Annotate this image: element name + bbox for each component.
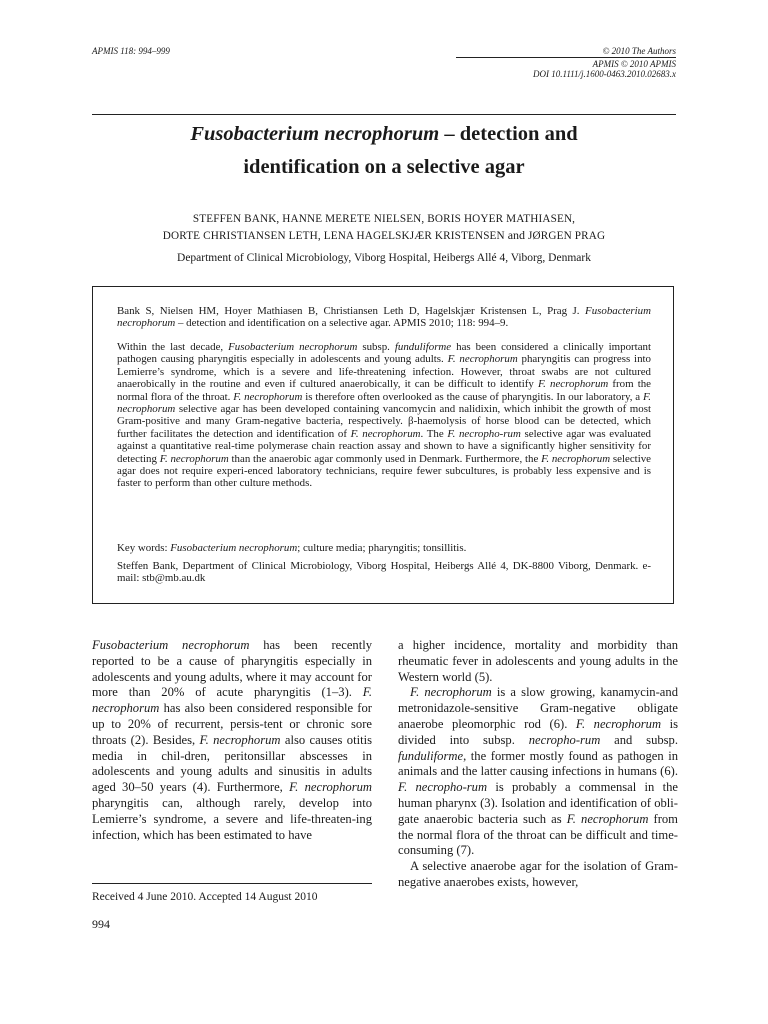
italic-term: F. necropho-rum <box>447 427 521 440</box>
abstract-text <box>117 341 651 490</box>
title-line-2: identification on a selective agar <box>243 156 525 178</box>
text-run: is divided into subsp. <box>398 716 678 747</box>
text-run: than the anaerobic agar commonly used in Denmark. Furthermore, the <box>228 452 542 465</box>
text-run: has also been considered responsible for up to 20% of recurrent, persis-tent or chronic sore throats (2). Besides, <box>92 701 372 747</box>
authors-and: and <box>507 228 526 242</box>
text-run: subsp. <box>357 341 395 353</box>
title-rule <box>92 114 676 115</box>
italic-term: F. necrophorum <box>199 732 281 747</box>
text-run: selective agar does not require experi-enced laboratory technicians, require fewer subcultures, is probably less expensive and is faster to perform than other culture methods. <box>117 452 651 490</box>
text-run: , the former mostly found as pathogen in animals and the latter causing infections in humans (6). <box>398 748 678 779</box>
received-date: Received 4 June 2010. Accepted 14 August 2010 <box>92 891 318 903</box>
italic-term: F. necrophorum <box>117 390 651 416</box>
article-title <box>92 118 676 184</box>
italic-term: F. necrophorum <box>410 685 492 700</box>
text-run: also causes otitis media in chil-dren, peritonsillar abscesses in adolescents and young adults and sinusitis in adults aged 30–50 years (4). Furthermore, <box>92 732 372 795</box>
text-run: selective agar was evaluated against a quantitative real-time polymerase chain reaction assay and shown to have a significantly higher sensitivity for detecting <box>117 427 651 465</box>
body-paragraph <box>398 685 678 859</box>
text-run: and subsp. <box>600 732 679 747</box>
title-line-1 <box>92 118 676 151</box>
text-run: from the normal flora of the throat. <box>117 378 651 403</box>
italic-term: necropho-rum <box>528 732 601 747</box>
abstract-box <box>92 286 674 604</box>
journal-reference: APMIS 118: 994–999 <box>92 46 170 56</box>
body-paragraph <box>398 859 678 891</box>
text-run: selective agar has been developed containing vancomycin and nalidixin, which inhibit the growth of most Gram-positive and many Gram-negative bacteria, respectively. β-haemolysis of horse blood can be detected, which further facilitates the detection and identification of <box>117 403 651 440</box>
footnote-rule <box>92 883 372 884</box>
italic-term: Fusobacterium necrophorum <box>228 341 358 353</box>
body-column-left <box>92 638 372 843</box>
italic-term: F. necrophorum <box>350 427 421 440</box>
text-run: Within the last decade, <box>117 341 229 353</box>
authors-line-2-last: JØRGEN PRAG <box>525 230 606 242</box>
italic-term: Fusobacterium necrophorum <box>92 638 250 652</box>
italic-term: F. necrophorum <box>541 452 611 465</box>
page-number: 994 <box>92 917 110 931</box>
italic-term: F. necrophorum <box>159 452 229 465</box>
copyright-block <box>456 46 676 79</box>
text-run: has been considered a clinically important pathogen causing pharyngitis especially in adolescents and young adults. <box>117 341 651 366</box>
authors-line-2 <box>92 227 676 244</box>
text-run: is probably a commensal in the human pharynx (3). Isolation and identification of obli-gate anaerobic bacteria such as <box>398 780 678 826</box>
affiliation: Department of Clinical Microbiology, Viborg Hospital, Heibergs Allé 4, Viborg, Denmark <box>177 252 591 264</box>
text-run: is a slow growing, kanamycin-and metronidazole-sensitive Gram-negative obligate anaerobe pleomorphic rod (6). <box>398 685 678 731</box>
body-column-right <box>398 638 678 891</box>
text-run: has been recently reported to be a cause of pharyngitis especially in adolescents and young adults, where it may account for more than 20% of acute pharyngitis (1–3). <box>92 638 372 700</box>
italic-term: F. necrophorum <box>92 685 372 716</box>
italic-term: F. necrophorum <box>537 378 609 391</box>
text-run: pharyngitis can, although rarely, develop into Lemierre’s syndrome, a severe and life-threaten-ing infection, which has been estimated to have <box>92 795 372 842</box>
italic-term: F. necropho-rum <box>398 780 488 795</box>
keywords <box>117 542 651 554</box>
italic-term: F. necrophorum <box>289 780 372 795</box>
citation-authors: Bank S, Nielsen HM, Hoyer Mathiasen B, Christiansen Leth D, Hagelskjær Kristensen L, Prag J. <box>117 305 580 317</box>
text-run: from the normal flora of the throat can be difficult and time-consuming (7). <box>398 811 678 858</box>
text-run: a higher incidence, mortality and morbidity than rheumatic fever in adolescents and young adults in the Western world (5). <box>398 638 678 684</box>
italic-term: funduliforme <box>394 341 452 353</box>
italic-term: F. necrophorum <box>566 811 649 826</box>
author-list <box>92 211 676 244</box>
text-run: A selective anaerobe agar for the isolation of Gram-negative anaerobes exists, however, <box>398 859 678 889</box>
italic-term: F. necrophorum <box>575 716 662 731</box>
title-line-1-rest: – detection and <box>439 123 578 145</box>
citation <box>117 305 651 330</box>
correspondence: Steffen Bank, Department of Clinical Microbiology, Viborg Hospital, Heibergs Allé 4, DK-8800 Viborg, Denmark. e-mail: stb@mb.au.dk <box>117 560 651 585</box>
body-paragraph <box>398 638 678 685</box>
italic-term: F. necrophorum <box>233 390 303 403</box>
text-run: pharyngitis can progress into Lemierre’s syndrome, which is a severe and life-threatening infection. However, throat swabs are not cultured anaerobically in the routine and even if cultured anaerobically, it can be difficult to identify <box>117 353 651 391</box>
italic-term: F. necrophorum <box>447 353 518 366</box>
citation-rest: – detection and identification on a selective agar. APMIS 2010; 118: 994–9. <box>175 317 509 330</box>
title-species: Fusobacterium necrophorum <box>190 123 440 145</box>
doi: DOI 10.1111/j.1600-0463.2010.02683.x <box>533 69 676 79</box>
text-run: is therefore often overlooked as the cause of pharyngitis. In our laboratory, a <box>302 390 643 403</box>
italic-term: funduliforme <box>398 748 464 763</box>
text-run: . The <box>420 427 448 440</box>
keywords-label: Key words: <box>117 542 171 554</box>
citation-species: Fusobacterium necrophorum <box>117 305 651 330</box>
keywords-species: Fusobacterium necrophorum <box>170 542 298 554</box>
authors-line-1: STEFFEN BANK, HANNE MERETE NIELSEN, BORIS HOYER MATHIASEN, <box>192 213 576 225</box>
authors-line-2-main: DORTE CHRISTIANSEN LETH, LENA HAGELSKJÆR KRISTENSEN <box>162 230 508 242</box>
copyright-authors: © 2010 The Authors <box>602 46 676 56</box>
keywords-rest: ; culture media; pharyngitis; tonsillitis. <box>297 542 467 554</box>
copyright-rule <box>456 57 676 58</box>
copyright-apmis: APMIS © 2010 APMIS <box>592 59 676 69</box>
